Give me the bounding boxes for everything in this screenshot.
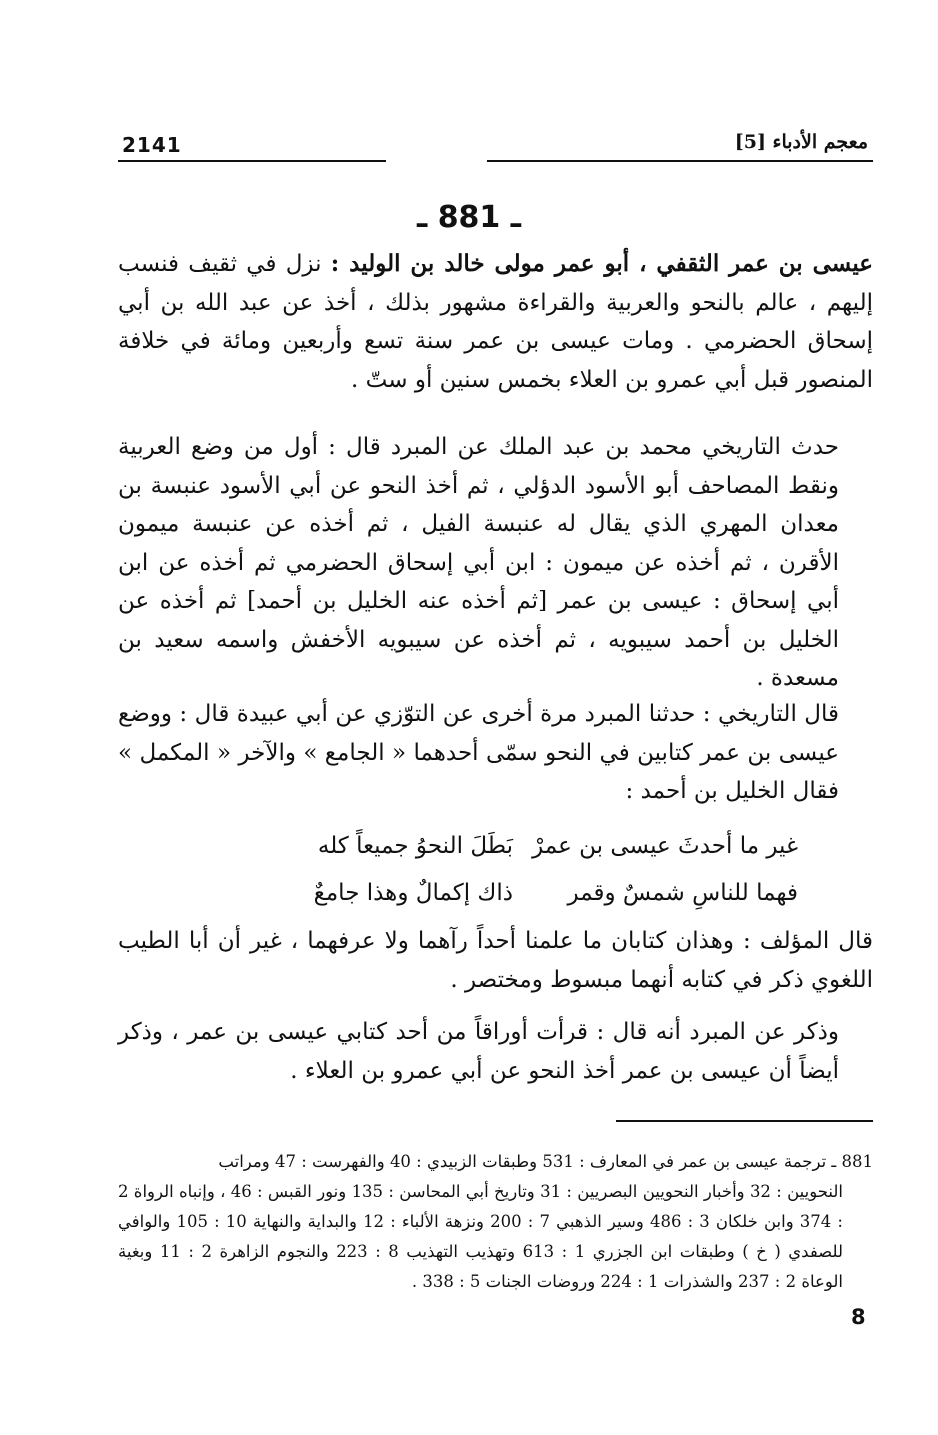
footnote <box>118 1147 873 1297</box>
paragraph-3 <box>118 695 873 811</box>
paragraph-3-text: قال التاريخي : حدثنا المبرد مرة أخرى عن التوّزي عن أبي عبيدة قال : ووضع عيسى بن عمر كتابين في النحو سمّى أحدهما « الجامع » والآخر « المكمل » فقال الخليل بن أحمد : <box>118 701 839 804</box>
entry-name: عيسى بن عمر الثقفي ، أبو عمر مولى خالد بن الوليد : <box>330 250 873 277</box>
paragraph-5-text: وذكر عن المبرد أنه قال : قرأت أوراقاً من أحد كتابي عيسى بن عمر ، وذكر أيضاً أن عيسى بن عمر أخذ النحو عن أبي عمرو بن العلاء . <box>118 1019 839 1084</box>
verse-line-2 <box>118 880 873 918</box>
header-page-number: 2141 <box>122 133 182 157</box>
entry-number: ـ 881 ـ <box>416 200 522 235</box>
header-running-title: معجم الأدباء [5] <box>734 131 868 153</box>
footnote-continuation: النحويين : 32 وأخبار النحويين البصريين : 31 وتاريخ أبي المحاسن : 135 ونور القبس : 46 ، وإنباه الرواة 2 : 374 وابن خلكان 3 : 486 وسير الذهبي 7 : 200 ونزهة الألباء : 12 والبداية والنهاية 10 : 105 والوافي للصفدي ( خ ) وطبقات ابن الجزري 1 : 613 وتهذيب التهذيب 8 : 223 والنجوم الزاهرة 2 : 11 وبغية الوعاة 2 : 237 والشذرات 1 : 224 وروضات الجنات 5 : 338 . <box>118 1182 844 1291</box>
verse-line-1 <box>118 833 873 871</box>
folio-number: 8 <box>851 1305 866 1329</box>
verse-line-2-second-hemistich: ذاك إكمالٌ وهذا جامعٌ <box>313 880 513 906</box>
paragraph-4 <box>118 922 873 999</box>
paragraph-1 <box>118 245 873 399</box>
verse-line-1-first-hemistich: غير ما أحدثَ عيسى بن عمرْ <box>532 833 798 859</box>
paragraph-2-text: حدث التاريخي محمد بن عبد الملك عن المبرد قال : أول من وضع العربية ونقط المصاحف أبو الأسود الدؤلي ، ثم أخذ النحو عن أبي الأسود عنبسة بن معدان المهري الذي يقال له عنبسة الفيل ، ثم أخذه عن عنبسة ميمون الأقرن ، ثم أخذه عن ميمون : ابن أبي إسحاق الحضرمي ثم أخذه عن ابن أبي إسحاق : عيسى بن عمر [ثم أخذه عنه الخليل بن أحمد] ثم أخذه عن الخليل بن أحمد سيبويه ، ثم أخذه عن سيبويه الأخفش واسمه سعيد بن مسعدة . <box>118 434 839 691</box>
paragraph-1-text: نزل في ثقيف فنسب إليهم ، عالم بالنحو والعربية والقراءة مشهور بذلك ، أخذ عن عبد الله بن أبي إسحاق الحضرمي . ومات عيسى بن عمر سنة تسع وأربعين ومائة في خلافة المنصور قبل أبي عمرو بن العلاء بخمس سنين أو ستّ . <box>118 251 873 393</box>
header-rule-left <box>118 160 386 162</box>
paragraph-2 <box>118 428 873 698</box>
header-rule-right <box>487 160 873 162</box>
verse-line-2-first-hemistich: فهما للناسِ شمسٌ وقمر <box>567 880 798 906</box>
verse-line-1-second-hemistich: بَطَلَ النحوُ جميعاً كله <box>317 833 513 859</box>
paragraph-4-text: قال المؤلف : وهذان كتابان ما علمنا أحداً رآهما ولا عرفهما ، غير أن أبا الطيب اللغوي ذكر في كتابه أنهما مبسوط ومختصر . <box>118 928 873 993</box>
footnote-line-1: 881 ـ ترجمة عيسى بن عمر في المعارف : 531 وطبقات الزبيدي : 40 والفهرست : 47 ومراتب <box>218 1152 873 1171</box>
paragraph-5 <box>118 1013 873 1090</box>
footnote-rule <box>616 1120 873 1122</box>
